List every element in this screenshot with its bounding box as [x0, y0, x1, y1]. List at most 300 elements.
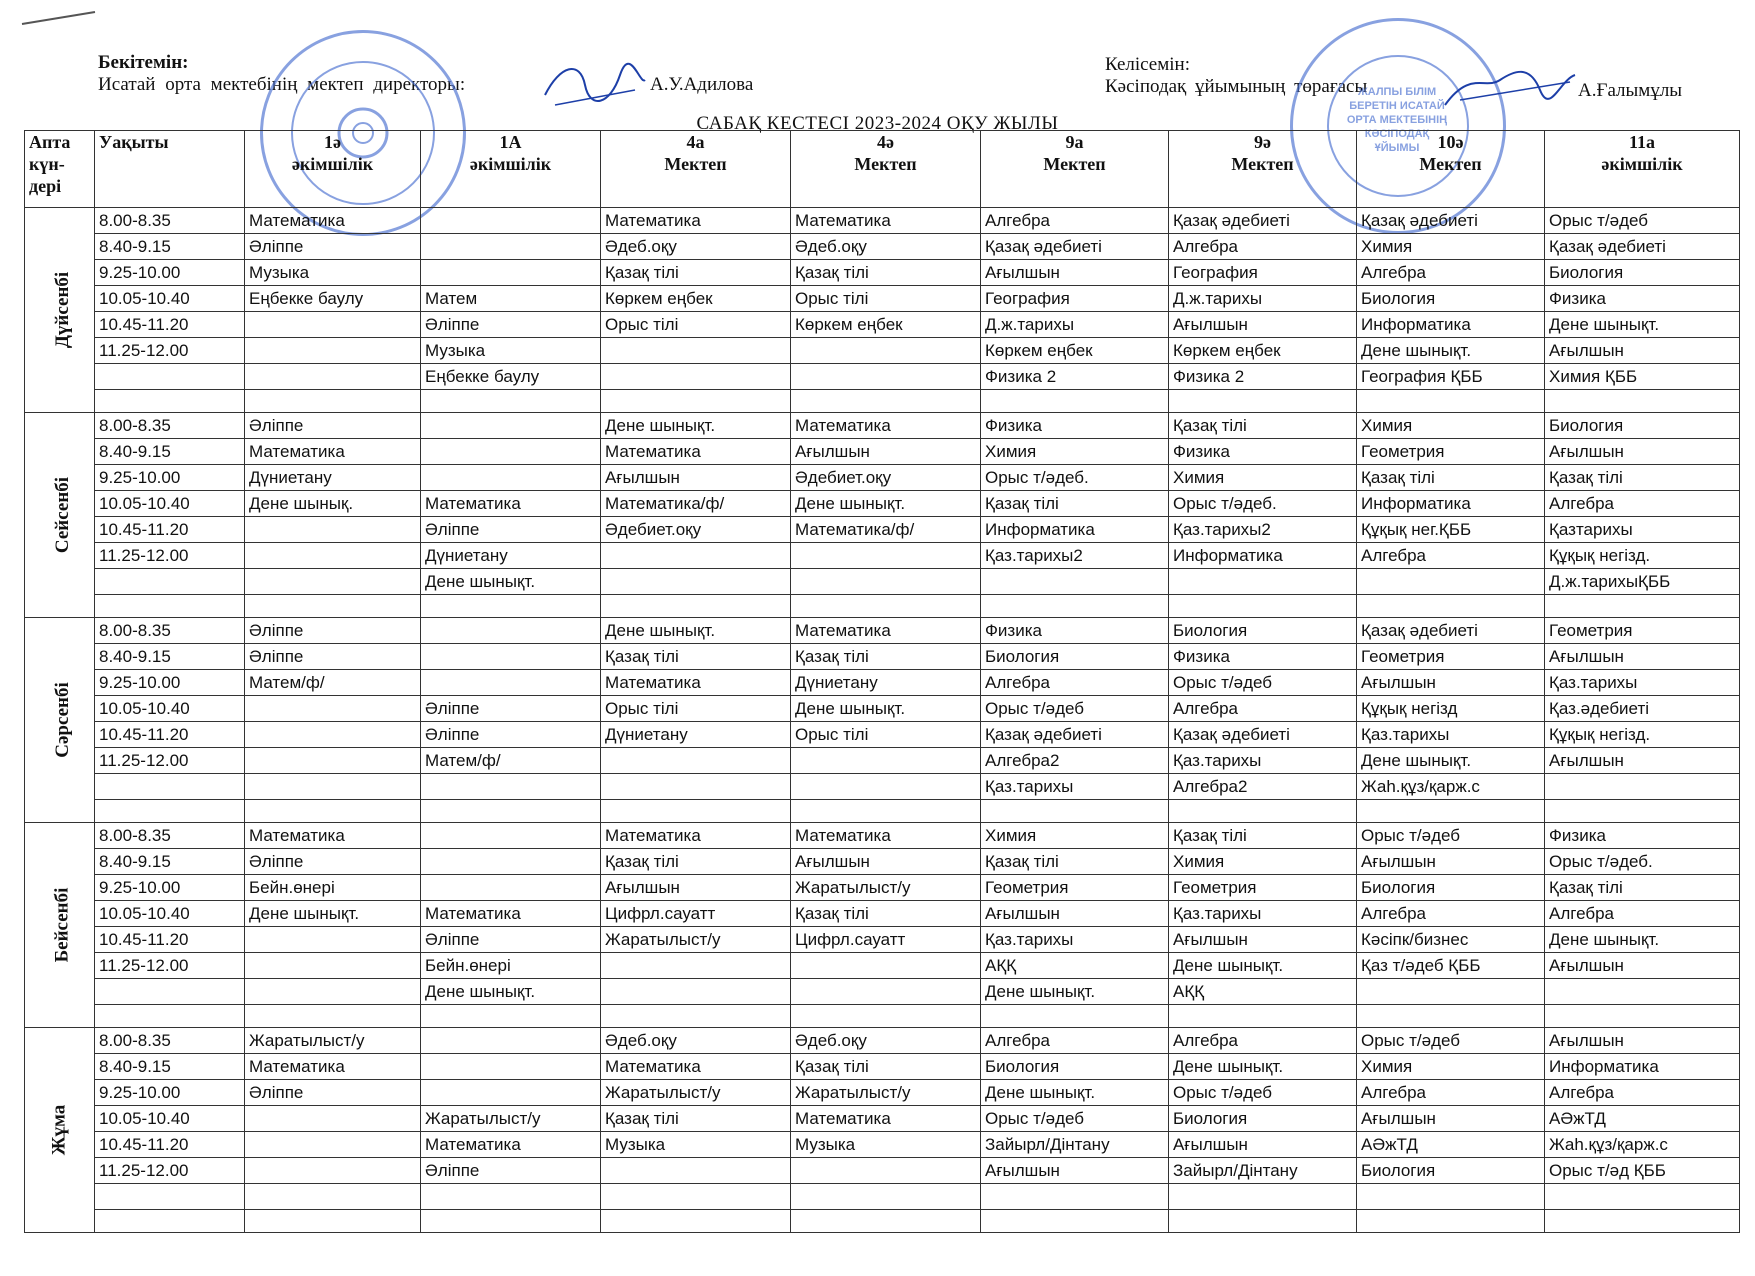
- table-cell: Геометрия: [1169, 875, 1357, 901]
- table-row: [25, 234, 1740, 260]
- table-cell: Әліппе: [421, 1158, 601, 1184]
- column-header-line: 1А: [499, 132, 522, 152]
- table-cell: [421, 774, 601, 800]
- spacer-cell: [1357, 390, 1545, 413]
- table-cell: Информатика: [1169, 543, 1357, 569]
- table-cell: [791, 953, 981, 979]
- table-cell: [95, 569, 245, 595]
- table-cell: Жаратылыст/у: [601, 1080, 791, 1106]
- spacer-cell: [95, 390, 245, 413]
- table-cell: Орыс т/әдеб: [981, 1106, 1169, 1132]
- table-cell: [791, 569, 981, 595]
- table-cell: Қазақ әдебиеті: [981, 722, 1169, 748]
- table-cell: [791, 1184, 981, 1210]
- table-row: [25, 618, 1740, 644]
- table-cell: Музыка: [421, 338, 601, 364]
- table-cell: Математика: [245, 439, 421, 465]
- table-cell: Қазақ тілі: [601, 1106, 791, 1132]
- table-cell: [245, 979, 421, 1005]
- table-cell: Орыс т/әдеб: [1357, 1028, 1545, 1054]
- table-cell: Қазақ тілі: [601, 849, 791, 875]
- table-cell: Химия ҚББ: [1545, 364, 1740, 390]
- table-cell: Физика: [1169, 644, 1357, 670]
- table-row: [25, 722, 1740, 748]
- table-cell: 11.25-12.00: [95, 1158, 245, 1184]
- table-cell: Физика: [981, 618, 1169, 644]
- table-cell: Орыс т/әдеб: [1169, 670, 1357, 696]
- table-cell: [421, 439, 601, 465]
- table-cell: География ҚББ: [1357, 364, 1545, 390]
- column-header-line: әкімшілік: [291, 154, 374, 174]
- table-cell: Қазақ тілі: [791, 260, 981, 286]
- column-header: [25, 131, 95, 208]
- table-cell: Геометрия: [1357, 439, 1545, 465]
- column-header-line: Мектеп: [1419, 154, 1482, 174]
- table-cell: [421, 1184, 601, 1210]
- day-name: [25, 1028, 95, 1233]
- spacer-cell: [1169, 1210, 1357, 1233]
- table-cell: 10.05-10.40: [95, 1106, 245, 1132]
- day-label: Дүйсенбі: [52, 271, 74, 349]
- column-header-line: Мектеп: [854, 154, 917, 174]
- table-row: [25, 517, 1740, 543]
- union-line: Кәсіподақ ұйымының төрағасы: [1105, 76, 1368, 97]
- table-cell: Алгебра: [1357, 1080, 1545, 1106]
- column-header-line: Мектеп: [1043, 154, 1106, 174]
- column-header-line: Апта: [29, 132, 71, 152]
- spacer-cell: [95, 1005, 245, 1028]
- table-cell: [601, 748, 791, 774]
- table-row: [25, 927, 1740, 953]
- approve-label: Бекітемін:: [98, 52, 189, 73]
- table-cell: Химия: [981, 823, 1169, 849]
- spacer-cell: [981, 1210, 1169, 1233]
- table-cell: Биология: [1357, 286, 1545, 312]
- table-cell: 11.25-12.00: [95, 953, 245, 979]
- table-cell: Химия: [1169, 465, 1357, 491]
- column-header: [1169, 131, 1357, 208]
- table-row: [25, 1184, 1740, 1210]
- table-cell: Қаз.тарихы: [1357, 722, 1545, 748]
- table-cell: [601, 338, 791, 364]
- table-cell: Ағылшын: [981, 901, 1169, 927]
- table-cell: [1545, 1184, 1740, 1210]
- table-cell: Ағылшын: [601, 465, 791, 491]
- table-row: [25, 823, 1740, 849]
- column-header: [791, 131, 981, 208]
- table-cell: [421, 875, 601, 901]
- table-cell: [421, 823, 601, 849]
- table-cell: Зайырл/Дінтану: [1169, 1158, 1357, 1184]
- spacer-cell: [1169, 800, 1357, 823]
- table-cell: Дүниетану: [245, 465, 421, 491]
- table-row: [25, 1158, 1740, 1184]
- spacer-row: [25, 800, 1740, 823]
- day-name: [25, 413, 95, 618]
- table-cell: [1357, 569, 1545, 595]
- table-cell: [1169, 1184, 1357, 1210]
- table-cell: [245, 1158, 421, 1184]
- table-cell: Математика: [791, 413, 981, 439]
- day-label: Жұма: [48, 1104, 70, 1156]
- table-cell: Физика: [1545, 286, 1740, 312]
- table-cell: 9.25-10.00: [95, 670, 245, 696]
- table-row: [25, 569, 1740, 595]
- table-cell: Алгебра: [981, 1028, 1169, 1054]
- table-cell: Химия: [981, 439, 1169, 465]
- table-cell: Әліппе: [421, 927, 601, 953]
- table-cell: Геометрия: [1357, 644, 1545, 670]
- table-cell: Құқық негізд: [1357, 696, 1545, 722]
- table-cell: 8.00-8.35: [95, 823, 245, 849]
- table-cell: Дене шынықт.: [981, 979, 1169, 1005]
- table-cell: Орыс т/әдеб: [1545, 208, 1740, 234]
- day-name: [25, 823, 95, 1028]
- table-cell: [245, 1184, 421, 1210]
- table-cell: Қазақ тілі: [981, 849, 1169, 875]
- table-cell: Дене шынықт.: [1169, 953, 1357, 979]
- spacer-cell: [601, 595, 791, 618]
- table-cell: Жаратылыст/у: [421, 1106, 601, 1132]
- table-cell: Қазақ тілі: [601, 260, 791, 286]
- table-cell: Ағылшын: [1545, 338, 1740, 364]
- table-cell: Еңбекке баулу: [421, 364, 601, 390]
- table-cell: Қаз.тарихы: [981, 774, 1169, 800]
- spacer-cell: [1357, 800, 1545, 823]
- spacer-cell: [421, 390, 601, 413]
- column-header-line: 1ә: [324, 132, 341, 152]
- column-header-line: әкімшілік: [1601, 154, 1683, 174]
- spacer-cell: [791, 1005, 981, 1028]
- table-cell: [601, 1158, 791, 1184]
- table-row: [25, 491, 1740, 517]
- union-name: А.Ғалымұлы: [1578, 80, 1683, 101]
- table-cell: [1357, 1184, 1545, 1210]
- table-cell: Жаһ.құз/қарж.с: [1545, 1132, 1740, 1158]
- table-cell: Информатика: [1545, 1054, 1740, 1080]
- table-cell: 10.45-11.20: [95, 1132, 245, 1158]
- table-cell: Химия: [1357, 234, 1545, 260]
- spacer-cell: [421, 800, 601, 823]
- column-header-line: Уақыты: [99, 132, 169, 152]
- table-cell: Алгебра: [1357, 260, 1545, 286]
- table-cell: 8.00-8.35: [95, 618, 245, 644]
- table-cell: Құқық нег.ҚББ: [1357, 517, 1545, 543]
- table-cell: 10.45-11.20: [95, 517, 245, 543]
- table-cell: Әдеб.оқу: [791, 1028, 981, 1054]
- table-cell: [245, 722, 421, 748]
- table-cell: Жаһ.құз/қарж.с: [1357, 774, 1545, 800]
- table-cell: Информатика: [1357, 312, 1545, 338]
- day-label: Сәрсенбі: [51, 682, 73, 758]
- table-cell: 10.45-11.20: [95, 927, 245, 953]
- table-cell: 8.40-9.15: [95, 644, 245, 670]
- table-cell: Химия: [1169, 849, 1357, 875]
- table-cell: Математика: [601, 208, 791, 234]
- table-cell: Әдебиет.оқу: [601, 517, 791, 543]
- table-cell: [421, 849, 601, 875]
- table-cell: Матем/ф/: [421, 748, 601, 774]
- table-cell: Ағылшын: [1545, 748, 1740, 774]
- table-cell: Математика: [245, 208, 421, 234]
- table-cell: Әліппе: [245, 1080, 421, 1106]
- table-cell: [95, 1184, 245, 1210]
- table-cell: [245, 927, 421, 953]
- table-cell: Физика 2: [1169, 364, 1357, 390]
- table-cell: 9.25-10.00: [95, 260, 245, 286]
- table-cell: Дене шынықт.: [421, 979, 601, 1005]
- table-cell: Қаз.тарихы: [981, 927, 1169, 953]
- table-cell: [421, 1054, 601, 1080]
- table-cell: Математика: [791, 823, 981, 849]
- spacer-row: [25, 390, 1740, 413]
- table-cell: Математика: [601, 670, 791, 696]
- table-cell: [601, 543, 791, 569]
- table-cell: Информатика: [1357, 491, 1545, 517]
- table-row: [25, 875, 1740, 901]
- table-row: [25, 849, 1740, 875]
- table-cell: [1169, 569, 1357, 595]
- table-cell: Алгебра: [1357, 901, 1545, 927]
- director-signature: [540, 55, 650, 115]
- table-cell: Дүниетану: [601, 722, 791, 748]
- table-cell: Математика: [601, 1054, 791, 1080]
- spacer-cell: [95, 1210, 245, 1233]
- table-cell: Биология: [981, 644, 1169, 670]
- table-cell: [245, 569, 421, 595]
- table-cell: [95, 774, 245, 800]
- table-row: [25, 1028, 1740, 1054]
- table-cell: Әдеб.оқу: [601, 234, 791, 260]
- table-cell: Қазақ тілі: [601, 644, 791, 670]
- table-row: [25, 413, 1740, 439]
- table-cell: Музыка: [791, 1132, 981, 1158]
- spacer-cell: [1545, 800, 1740, 823]
- table-cell: Әліппе: [245, 618, 421, 644]
- table-cell: Орыс т/әдеб.: [1545, 849, 1740, 875]
- table-cell: Қазақ әдебиеті: [1545, 234, 1740, 260]
- table-cell: Алгебра: [1357, 543, 1545, 569]
- table-row: [25, 1080, 1740, 1106]
- spacer-cell: [1357, 595, 1545, 618]
- column-header-line: Мектеп: [1231, 154, 1294, 174]
- table-cell: АҚҚ: [1169, 979, 1357, 1005]
- table-cell: Ағылшын: [981, 1158, 1169, 1184]
- table-cell: Дене шынықт.: [601, 618, 791, 644]
- spacer-cell: [1169, 1005, 1357, 1028]
- table-row: [25, 286, 1740, 312]
- table-cell: Әдеб.оқу: [791, 234, 981, 260]
- table-cell: Геометрия: [981, 875, 1169, 901]
- table-cell: Математика: [421, 1132, 601, 1158]
- spacer-cell: [245, 595, 421, 618]
- table-cell: Алгебра2: [981, 748, 1169, 774]
- table-row: [25, 696, 1740, 722]
- spacer-cell: [245, 1210, 421, 1233]
- spacer-cell: [981, 595, 1169, 618]
- spacer-cell: [421, 595, 601, 618]
- table-row: [25, 465, 1740, 491]
- spacer-cell: [245, 1005, 421, 1028]
- table-cell: Ағылшын: [791, 849, 981, 875]
- table-cell: Әліппе: [421, 696, 601, 722]
- table-cell: Алгебра: [1169, 696, 1357, 722]
- table-cell: [245, 774, 421, 800]
- table-cell: Орыс тілі: [791, 286, 981, 312]
- table-cell: Ағылшын: [601, 875, 791, 901]
- table-cell: [791, 1158, 981, 1184]
- table-cell: [601, 569, 791, 595]
- table-cell: Алгебра: [1545, 1080, 1740, 1106]
- table-cell: [245, 953, 421, 979]
- table-cell: Орыс т/әдеб.: [981, 465, 1169, 491]
- table-cell: Қазақ әдебиеті: [1169, 208, 1357, 234]
- day-label: Бейсенбі: [51, 887, 73, 963]
- table-cell: Бейн.өнері: [245, 875, 421, 901]
- column-header: [1357, 131, 1545, 208]
- table-cell: Цифрл.сауатт: [791, 927, 981, 953]
- spacer-cell: [95, 800, 245, 823]
- table-cell: Кәсіпк/бизнес: [1357, 927, 1545, 953]
- table-cell: Құқық негізд.: [1545, 722, 1740, 748]
- table-cell: Алгебра2: [1169, 774, 1357, 800]
- table-cell: Ағылшын: [981, 260, 1169, 286]
- table-row: [25, 1054, 1740, 1080]
- table-cell: Қаз.тарихы: [1169, 748, 1357, 774]
- table-cell: Ағылшын: [1169, 927, 1357, 953]
- table-cell: Қазақ тілі: [791, 1054, 981, 1080]
- table-cell: Физика: [1169, 439, 1357, 465]
- table-cell: 9.25-10.00: [95, 1080, 245, 1106]
- table-cell: [791, 979, 981, 1005]
- table-cell: 8.40-9.15: [95, 234, 245, 260]
- table-cell: Әліппе: [421, 312, 601, 338]
- spacer-cell: [981, 1005, 1169, 1028]
- table-row: [25, 312, 1740, 338]
- table-cell: Орыс тілі: [601, 312, 791, 338]
- table-cell: Дене шынықт.: [601, 413, 791, 439]
- table-cell: Алгебра: [981, 670, 1169, 696]
- table-cell: Дене шынықт.: [791, 491, 981, 517]
- table-cell: 10.05-10.40: [95, 901, 245, 927]
- table-cell: Д.ж.тарихы: [1169, 286, 1357, 312]
- table-cell: [245, 543, 421, 569]
- column-header: [421, 131, 601, 208]
- director-name: А.У.Адилова: [650, 74, 754, 95]
- table-cell: [791, 364, 981, 390]
- table-cell: Математика: [421, 901, 601, 927]
- table-cell: 11.25-12.00: [95, 748, 245, 774]
- table-row: [25, 748, 1740, 774]
- table-cell: [601, 774, 791, 800]
- table-cell: Ағылшын: [1545, 1028, 1740, 1054]
- table-row: [25, 953, 1740, 979]
- table-cell: [421, 234, 601, 260]
- table-cell: [981, 569, 1169, 595]
- table-cell: Математика: [245, 823, 421, 849]
- table-cell: Ағылшын: [1545, 439, 1740, 465]
- table-cell: Қазақ тілі: [791, 644, 981, 670]
- table-row: [25, 1132, 1740, 1158]
- page-title: САБАҚ КЕСТЕСІ 2023-2024 ОҚУ ЖЫЛЫ: [696, 113, 1059, 134]
- column-header-line: 4ә: [877, 132, 894, 152]
- table-cell: Алгебра: [1545, 901, 1740, 927]
- table-cell: Орыс т/әдеб: [981, 696, 1169, 722]
- table-cell: [1357, 979, 1545, 1005]
- table-cell: Химия: [1357, 413, 1545, 439]
- table-cell: [601, 1184, 791, 1210]
- table-cell: Д.ж.тарихы: [981, 312, 1169, 338]
- table-cell: Дене шынықт.: [1545, 927, 1740, 953]
- spacer-cell: [421, 1005, 601, 1028]
- table-row: [25, 364, 1740, 390]
- day-name: [25, 618, 95, 823]
- spacer-cell: [981, 390, 1169, 413]
- table-cell: 10.05-10.40: [95, 696, 245, 722]
- union-signature: [1440, 60, 1580, 120]
- table-cell: Матем: [421, 286, 601, 312]
- table-cell: Қаз.тарихы2: [1169, 517, 1357, 543]
- table-cell: Ағылшын: [1169, 1132, 1357, 1158]
- agree-label: Келісемін:: [1105, 54, 1190, 75]
- table-cell: Цифрл.сауатт: [601, 901, 791, 927]
- table-cell: Биология: [1545, 413, 1740, 439]
- table-cell: Орыс т/әдеб: [1169, 1080, 1357, 1106]
- spacer-cell: [245, 390, 421, 413]
- table-row: [25, 979, 1740, 1005]
- table-cell: 10.05-10.40: [95, 286, 245, 312]
- table-cell: Қазтарихы: [1545, 517, 1740, 543]
- spacer-cell: [421, 1210, 601, 1233]
- director-line: Исатай орта мектебінің мектеп директоры:: [98, 74, 466, 95]
- table-cell: [245, 696, 421, 722]
- column-header-line: әкімшілік: [469, 154, 552, 174]
- spacer-cell: [245, 800, 421, 823]
- table-cell: Химия: [1357, 1054, 1545, 1080]
- table-cell: [421, 208, 601, 234]
- table-cell: Қазақ әдебиеті: [1357, 208, 1545, 234]
- table-cell: Қазақ тілі: [981, 491, 1169, 517]
- table-cell: Ағылшын: [1545, 644, 1740, 670]
- table-cell: Алгебра: [1169, 234, 1357, 260]
- table-cell: 11.25-12.00: [95, 543, 245, 569]
- table-cell: Алгебра: [981, 208, 1169, 234]
- table-cell: [245, 338, 421, 364]
- table-row: [25, 208, 1740, 234]
- table-cell: АӘжТД: [1545, 1106, 1740, 1132]
- column-header-line: күн-: [29, 154, 65, 174]
- table-cell: Ағылшын: [1357, 670, 1545, 696]
- table-cell: [791, 338, 981, 364]
- day-label: Сейсенбі: [52, 476, 74, 554]
- table-cell: Биология: [1357, 875, 1545, 901]
- table-row: [25, 644, 1740, 670]
- day-name: [25, 208, 95, 413]
- table-cell: Қаз.тарихы: [1545, 670, 1740, 696]
- table-cell: Биология: [981, 1054, 1169, 1080]
- table-cell: 8.40-9.15: [95, 439, 245, 465]
- table-row: [25, 439, 1740, 465]
- table-cell: Еңбекке баулу: [245, 286, 421, 312]
- table-cell: Математика: [245, 1054, 421, 1080]
- table-cell: География: [981, 286, 1169, 312]
- table-cell: Жаратылыст/у: [791, 1080, 981, 1106]
- table-cell: Алгебра: [1169, 1028, 1357, 1054]
- table-cell: Орыс т/әд ҚББ: [1545, 1158, 1740, 1184]
- table-cell: Жаратылыст/у: [245, 1028, 421, 1054]
- column-header: [1545, 131, 1740, 208]
- column-header: [95, 131, 245, 208]
